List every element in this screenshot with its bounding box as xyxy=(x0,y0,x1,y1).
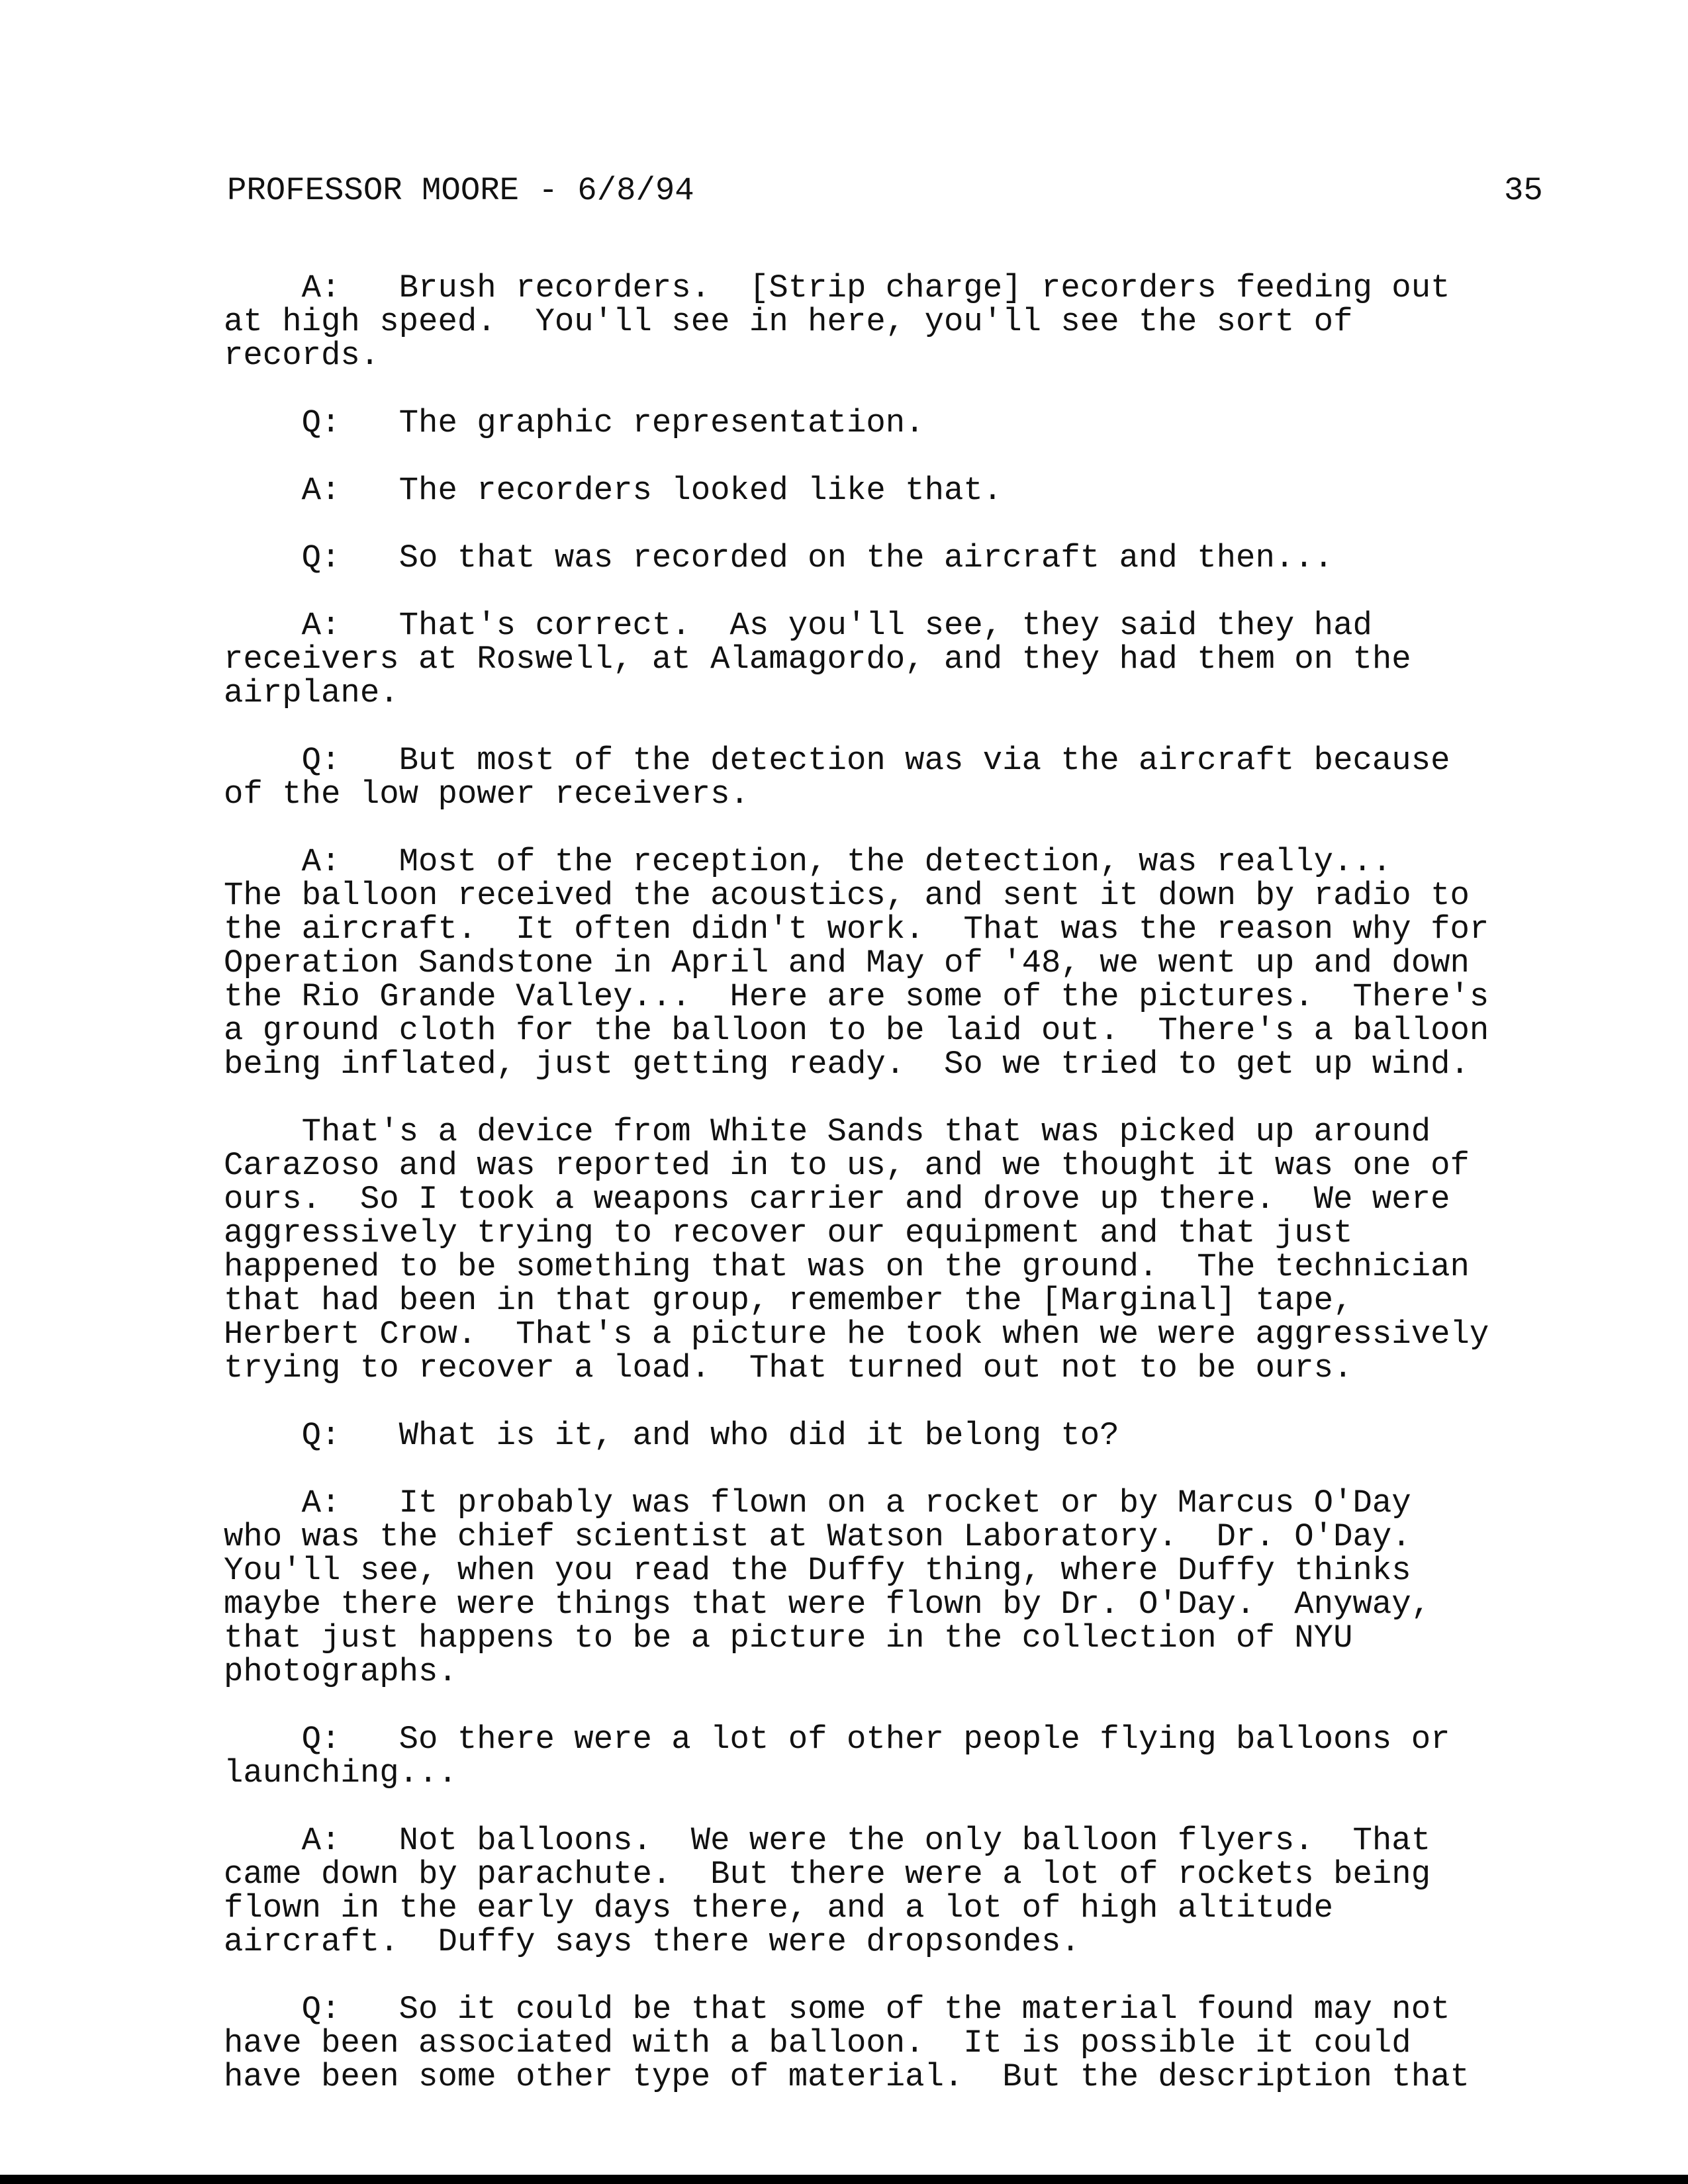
transcript-paragraph: A: Most of the reception, the detection, was really... The balloon received the acoustics, and sent it down by radio to the aircraft. It often didn't work. That was the reason why for Operation Sandstone in April and May of '48, we went up and down the Rio Grande Valley... Here are some of the pictures. There's a ground cloth for the balloon to be laid out. There's a balloon being inflated, just getting ready. So we tried to get up wind. xyxy=(224,843,1489,1083)
scan-bottom-edge xyxy=(0,2175,1688,2184)
transcript-paragraph: A: That's correct. As you'll see, they said they had receivers at Roswell, at Alamagordo, and they had them on the airplane. xyxy=(224,607,1411,711)
transcript-paragraph: Q: The graphic representation. xyxy=(224,404,925,441)
transcript-body xyxy=(224,271,1574,2128)
transcript-paragraph: A: The recorders looked like that. xyxy=(224,472,1003,509)
transcript-paragraph: Q: So it could be that some of the material found may not have been associated with a balloon. It is possible it could have been some other type of material. But the description that xyxy=(224,1991,1470,2095)
page-header-title: PROFESSOR MOORE - 6/8/94 xyxy=(227,172,694,209)
transcript-paragraph: Q: What is it, and who did it belong to? xyxy=(224,1417,1119,1454)
page-number: 35 xyxy=(1504,172,1543,209)
transcript-paragraph: A: It probably was flown on a rocket or by Marcus O'Day who was the chief scientist at Watson Laboratory. Dr. O'Day. You'll see, when you read the Duffy thing, where Duffy thinks maybe there were things that were flown by Dr. O'Day. Anyway, that just happens to be a picture in the collection of NYU photographs. xyxy=(224,1484,1431,1690)
transcript-paragraph: Q: But most of the detection was via the aircraft because of the low power receivers. xyxy=(224,742,1450,813)
transcript-paragraph: A: Brush recorders. [Strip charge] recorders feeding out at high speed. You'll see in here, you'll see the sort of records. xyxy=(224,269,1450,374)
transcript-paragraph: A: Not balloons. We were the only balloon flyers. That came down by parachute. But there were a lot of rockets being flown in the early days there, and a lot of high altitude aircraft. Duffy says there were dropsondes. xyxy=(224,1822,1431,1960)
transcript-paragraph: Q: So that was recorded on the aircraft and then... xyxy=(224,539,1334,576)
transcript-paragraph: Q: So there were a lot of other people flying balloons or launching... xyxy=(224,1721,1450,1792)
transcript-paragraph: That's a device from White Sands that was picked up around Carazoso and was reported in to us, and we thought it was one of ours. So I took a weapons carrier and drove up there. We were aggressively trying to recover our equipment and that just happened to be something that was on the ground. The technician that had been in that group, remember the [Marginal] tape, Herbert Crow. That's a picture he took when we were aggressively trying to recover a load. That turned out not to be ours. xyxy=(224,1113,1489,1387)
